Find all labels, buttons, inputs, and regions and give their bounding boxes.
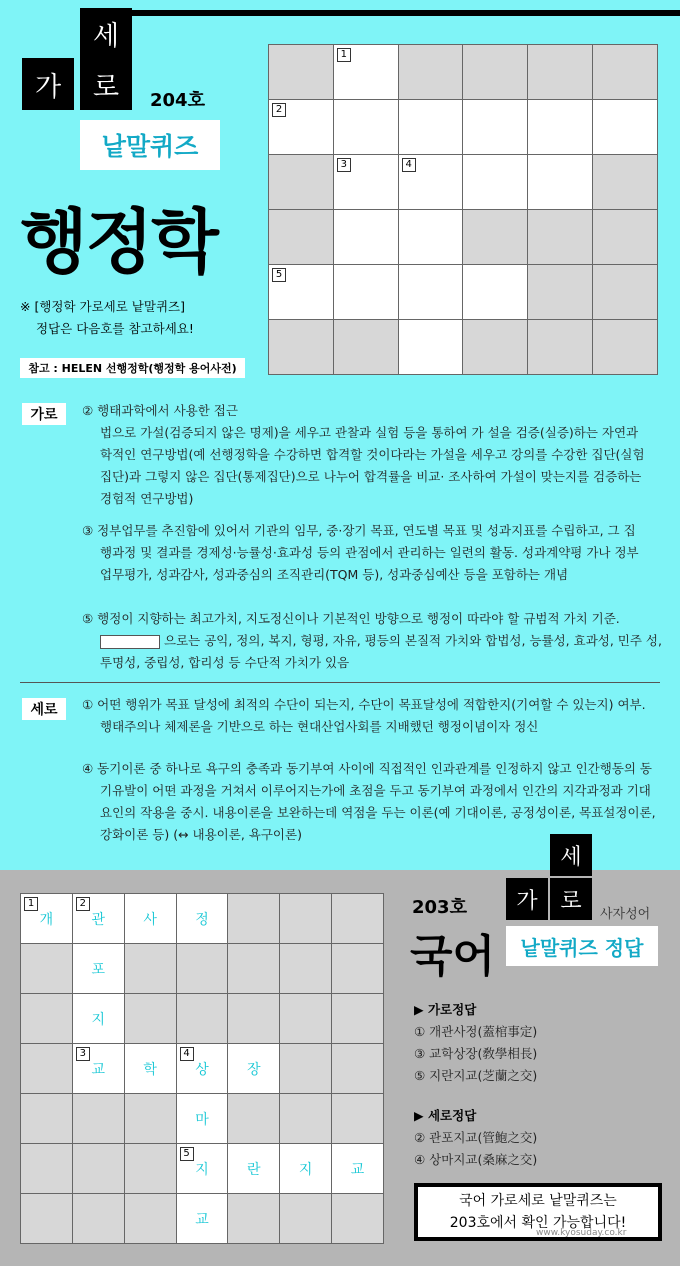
grid-cell — [280, 1194, 332, 1244]
grid-cell[interactable] — [593, 100, 658, 155]
down-answer: ② 관포지교(管鮑之交) — [414, 1130, 538, 1145]
grid-cell — [593, 265, 658, 320]
answer-char: 교 — [195, 1211, 209, 1228]
grid-cell — [269, 45, 334, 100]
notice-line: 203호에서 확인 가능합니다! — [449, 1215, 627, 1231]
grid-cell — [124, 944, 176, 994]
answer-char: 란 — [247, 1161, 261, 1178]
grid-cell — [228, 1094, 280, 1144]
clue-line: 강화이론 등) (↔ 내용이론, 욕구이론) — [100, 827, 302, 842]
grid-cell[interactable] — [398, 100, 463, 155]
issue-number: 204호 — [150, 90, 205, 111]
grid-cell — [228, 1194, 280, 1244]
grid-cell — [280, 944, 332, 994]
clue-line: 법으로 가설(검증되지 않은 명제)을 세우고 관찰과 실험 등을 통하여 가 설을 검증(실증)하는 자연과 — [100, 425, 639, 440]
grid-cell — [21, 944, 73, 994]
answer-char: 정 — [195, 911, 209, 928]
clue-line: 행태주의나 체제론을 기반으로 하는 현대산업사회를 지배했던 행정이념이자 정신 — [100, 719, 539, 734]
clue-number: 1 — [24, 897, 38, 911]
clue-number: 5 — [180, 1147, 194, 1161]
grid-cell[interactable] — [398, 155, 463, 210]
clue-number: 2 — [76, 897, 90, 911]
down-clue-4 — [82, 758, 662, 846]
clue-line: 투명성, 중립성, 합리성 등 수단적 가치가 있음 — [100, 655, 350, 670]
grid-cell — [332, 1194, 384, 1244]
grid-cell — [593, 210, 658, 265]
grid-cell — [124, 1194, 176, 1244]
grid-cell — [280, 1044, 332, 1094]
grid-cell — [176, 1094, 228, 1144]
logo-ga-tile: 가 — [506, 878, 548, 920]
logo-se-tile: 세 — [550, 834, 592, 876]
grid-cell — [176, 1194, 228, 1244]
grid-cell — [124, 1044, 176, 1094]
clue-line: ④ 동기이론 중 하나로 욕구의 충족과 동기부여 사이에 직접적인 인과관계를 인정하지 않고 인간행동의 동 — [82, 761, 653, 776]
answers-title-box: 낱말퀴즈 정답 — [506, 926, 658, 966]
reference-label: 참고 : HELEN 선행정학(행정학 용어사전) — [20, 358, 245, 378]
clue-line: 집단)과 그렇지 않은 집단(통제집단)으로 나누어 합격률을 비교· 조사하여 가설이 맞는지를 검증하는 — [100, 469, 642, 484]
grid-cell — [280, 1094, 332, 1144]
notice-line: 국어 가로세로 낱말퀴즈는 — [459, 1193, 617, 1209]
grid-cell[interactable] — [398, 320, 463, 375]
grid-cell — [228, 1044, 280, 1094]
grid-cell — [593, 155, 658, 210]
grid-cell[interactable] — [398, 265, 463, 320]
logo-ga-tile: 가 — [22, 58, 74, 110]
grid-cell — [280, 894, 332, 944]
grid-cell — [332, 944, 384, 994]
grid-cell[interactable] — [269, 265, 334, 320]
prev-subject: 국어 — [410, 931, 496, 982]
grid-cell[interactable] — [463, 265, 528, 320]
grid-cell — [269, 320, 334, 375]
across-answer: ⑤ 지란지교(芝蘭之交) — [414, 1068, 538, 1083]
across-answers-heading: ▶ 가로정답 — [414, 1002, 477, 1017]
grid-cell[interactable] — [269, 100, 334, 155]
grid-cell — [124, 894, 176, 944]
page-title: 행정학 — [20, 201, 217, 283]
clue-line: 행과정 및 결과를 경제성·능률성·효과성 등의 관점에서 관리하는 일련의 활동. 성과계약평 가나 정부 — [100, 545, 639, 560]
answer-char: 사 — [143, 911, 157, 928]
grid-cell — [228, 944, 280, 994]
grid-cell — [228, 994, 280, 1044]
grid-cell — [332, 994, 384, 1044]
grid-cell — [72, 1094, 124, 1144]
grid-cell — [332, 1044, 384, 1094]
answer-char: 교 — [91, 1061, 106, 1078]
subtitle-box: 낱말퀴즈 — [80, 120, 220, 170]
grid-cell — [593, 320, 658, 375]
grid-cell[interactable] — [333, 155, 398, 210]
crossword-grid — [268, 44, 658, 375]
answer-char: 교 — [350, 1161, 365, 1178]
grid-cell — [176, 1044, 228, 1094]
grid-cell — [398, 45, 463, 100]
grid-cell — [228, 894, 280, 944]
grid-cell — [593, 45, 658, 100]
grid-cell — [333, 320, 398, 375]
clue-line: ① 어떤 행위가 목표 달성에 최적의 수단이 되는지, 수단이 목표달성에 적합한지(기여할 수 있는지) 여부. — [82, 697, 646, 712]
clue-line: ⑤ 행정이 지향하는 최고가치, 지도정신이나 기본적인 방향으로 행정이 따라야 할 규범적 가치 기준. — [82, 611, 620, 626]
clue-number: 3 — [76, 1047, 90, 1061]
logo-se-tile: 세 — [80, 8, 132, 58]
grid-cell[interactable] — [333, 210, 398, 265]
grid-cell — [21, 994, 73, 1044]
grid-cell — [72, 1044, 124, 1094]
down-answers-heading: ▶ 세로정답 — [414, 1108, 477, 1123]
clue-line: 으로는 공익, 정의, 복지, 형평, 자유, 평등의 본질적 가치와 합법성, 능률성, 효과성, 민주 성, — [164, 633, 662, 648]
grid-cell — [21, 1094, 73, 1144]
grid-cell — [176, 944, 228, 994]
across-tag: 가로 — [22, 403, 66, 425]
grid-cell — [21, 1044, 73, 1094]
grid-cell — [72, 994, 124, 1044]
clue-number: 2 — [272, 103, 286, 117]
grid-cell — [21, 1144, 73, 1194]
grid-cell — [72, 1194, 124, 1244]
logo-ro-tile: 로 — [550, 878, 592, 920]
answer-char: 학 — [143, 1061, 157, 1078]
grid-cell — [269, 210, 334, 265]
across-clue-3 — [82, 520, 662, 586]
across-clue-5 — [82, 608, 662, 674]
note — [20, 296, 194, 340]
grid-cell — [176, 1144, 228, 1194]
answer-char: 장 — [247, 1061, 261, 1078]
grid-cell — [176, 894, 228, 944]
grid-cell[interactable] — [333, 100, 398, 155]
prev-issue-number: 203호 — [412, 897, 467, 918]
answer-grid — [20, 893, 384, 1244]
clue-line: ③ 정부업무를 추진함에 있어서 기관의 임무, 중·장기 목표, 연도별 목표 및 성과지표를 수립하고, 그 집 — [82, 523, 636, 538]
grid-cell — [72, 944, 124, 994]
grid-cell — [528, 45, 593, 100]
section-divider — [20, 682, 660, 683]
grid-cell — [528, 265, 593, 320]
grid-cell — [280, 994, 332, 1044]
answer-char: 상 — [195, 1061, 209, 1078]
clue-line: 업무평가, 성과감사, 성과중심의 조직관리(TQM 등), 성과중심예산 등을 포함하는 개념 — [100, 567, 569, 582]
clue-number: 4 — [402, 158, 416, 172]
grid-cell — [280, 1144, 332, 1194]
grid-cell[interactable] — [528, 100, 593, 155]
clue-number: 3 — [337, 158, 351, 172]
answer-char: 개 — [39, 911, 54, 928]
grid-cell — [463, 320, 528, 375]
grid-cell — [124, 1094, 176, 1144]
grid-cell[interactable] — [463, 100, 528, 155]
answer-char: 지 — [298, 1161, 313, 1178]
grid-cell — [72, 1144, 124, 1194]
clue-line: ② 행태과학에서 사용한 접근 — [82, 403, 238, 418]
clue-line: 요인의 작용을 중시. 내용이론을 보완하는데 역점을 두는 이론(예 기대이론, 공정성이론, 목표설정이론, — [100, 805, 656, 820]
answer-blank — [100, 635, 160, 649]
grid-cell[interactable] — [398, 210, 463, 265]
grid-cell — [269, 155, 334, 210]
top-rule — [80, 10, 680, 16]
answer-char: 관 — [91, 911, 106, 928]
category-label: 사자성어 — [600, 907, 651, 922]
down-answer: ④ 상마지교(桑麻之交) — [414, 1152, 538, 1167]
answer-char: 지 — [91, 1011, 106, 1028]
answer-char: 포 — [91, 961, 106, 978]
clue-number: 4 — [180, 1047, 194, 1061]
grid-cell — [124, 994, 176, 1044]
grid-cell — [124, 1144, 176, 1194]
grid-cell — [528, 210, 593, 265]
grid-cell — [21, 894, 73, 944]
clue-line: 경험적 연구방법) — [100, 491, 194, 506]
down-tag: 세로 — [22, 698, 66, 720]
grid-cell[interactable] — [528, 155, 593, 210]
down-clue-1 — [82, 694, 662, 738]
clue-number: 5 — [272, 268, 286, 282]
grid-cell — [21, 1194, 73, 1244]
grid-cell — [228, 1144, 280, 1194]
grid-cell — [332, 894, 384, 944]
grid-cell[interactable] — [463, 155, 528, 210]
clue-number: 1 — [337, 48, 351, 62]
grid-cell — [176, 994, 228, 1044]
grid-cell[interactable] — [333, 45, 398, 100]
note-line-1: ※ [행정학 가로세로 낱말퀴즈] — [20, 299, 185, 314]
grid-cell — [463, 45, 528, 100]
clue-line-with-blank — [82, 630, 662, 652]
answer-char: 마 — [195, 1111, 209, 1128]
watermark: www.kyosuday.co.kr — [536, 1228, 627, 1238]
note-line-2: 정답은 다음호를 참고하세요! — [36, 321, 194, 336]
grid-cell[interactable] — [333, 265, 398, 320]
answer-char: 지 — [195, 1161, 209, 1178]
grid-cell — [332, 1094, 384, 1144]
clue-line: 기유발이 어떤 과정을 거쳐서 이루어지는가에 초점을 두고 동기부여 과정에서 인간의 지각과정과 기대 — [100, 783, 651, 798]
grid-cell — [463, 210, 528, 265]
across-clue-2 — [82, 400, 662, 510]
logo-ro-tile: 로 — [80, 58, 132, 110]
grid-cell — [332, 1144, 384, 1194]
across-answer: ③ 교학상장(敎學相長) — [414, 1046, 538, 1061]
across-answer: ① 개관사정(蓋棺事定) — [414, 1024, 538, 1039]
grid-cell — [72, 894, 124, 944]
clue-line: 학적인 연구방법(예 선행정학을 수강하면 합격할 것이다라는 가설을 세우고 강의를 수강한 집단(실험 — [100, 447, 645, 462]
grid-cell — [528, 320, 593, 375]
